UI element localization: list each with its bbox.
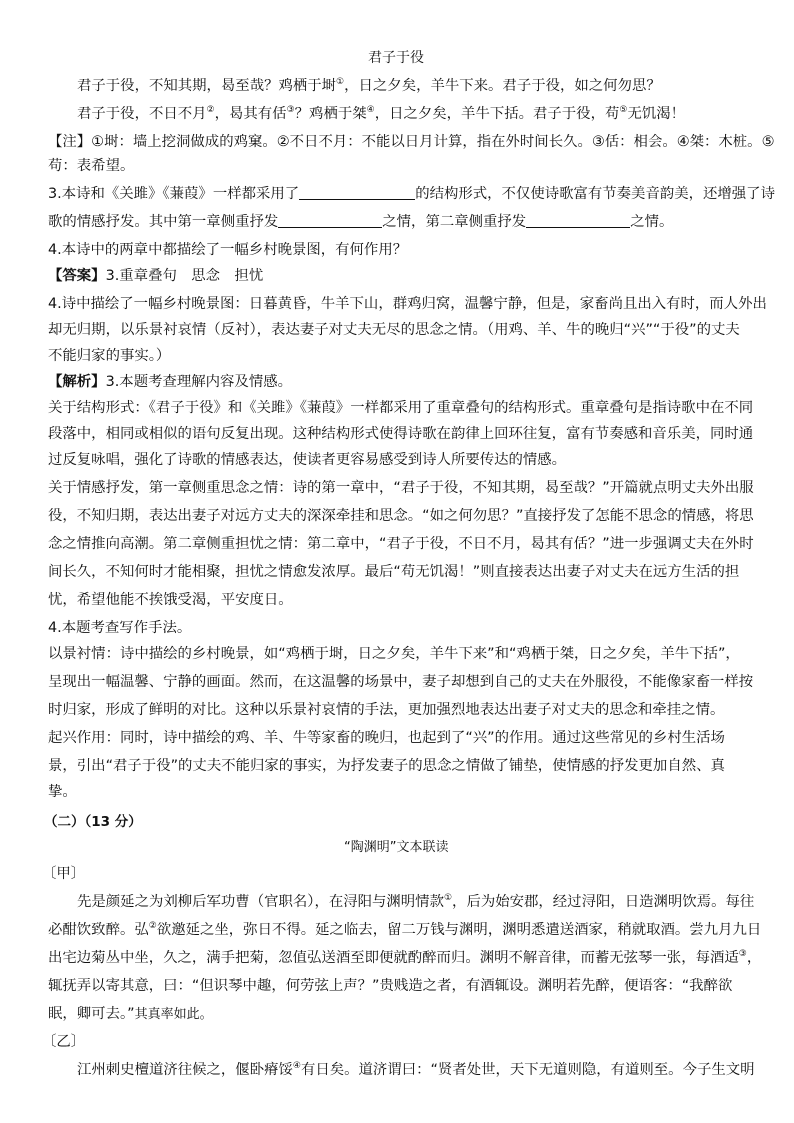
- answer-label: 【答案】: [48, 268, 106, 284]
- passage-line: [77, 892, 754, 912]
- analysis-line: 段落中，相同或相似的语句反复出现。这种结构形式使得诗歌在韵律上回环往复，富有节奏感和音乐美，同时通: [48, 426, 754, 442]
- footnote-mark: ①: [443, 893, 453, 903]
- analysis-line: 关于情感抒发，第一章侧重思念之情：诗的第一章中，“君子于役，不知其期，曷至哉？”开篇就点明丈夫外出服: [48, 480, 754, 496]
- poem-text: ，曷其有佸: [214, 106, 287, 122]
- question-text: 歌的情感抒发。其中第一章侧重抒发: [48, 214, 279, 230]
- passage-text: 欲邀延之坐，弥日不得。延之临去，留二万钱与渊明，渊明悉遣送酒家，稍就取酒。尝九月九日: [156, 922, 762, 938]
- answer-4-line-3: 不能归家的事实。）: [48, 348, 171, 364]
- analysis-line: 间长久，不知何时才能相聚，担忧之情愈发浓厚。最后“苟无饥渴！”则直接表达出妻子对丈夫在远方生活的担: [48, 564, 740, 580]
- analysis-line: 挚。: [48, 784, 77, 800]
- poem-text: ，日之夕矣，羊牛下来。君子于役，如之何勿思？: [344, 78, 661, 94]
- passage-jia-label: 〔甲〕: [42, 866, 86, 882]
- analysis-line: 关于结构形式：《君子于役》和《关雎》《蒹葭》一样都采用了重章叠句的结构形式。重章叠句是指诗歌中在不同: [48, 400, 754, 416]
- poem-text: 君子于役，不日不月: [77, 106, 207, 122]
- poem-text: ？鸡栖于桀: [294, 106, 367, 122]
- analysis-line: 忧，希望他能不挨饿受渴，平安度日。: [48, 592, 293, 608]
- analysis-line: 过反复咏唱，强化了诗歌的情感表达，使读者更容易感受到诗人所要传达的情感。: [48, 452, 567, 468]
- footnote-mark: ②: [148, 921, 157, 931]
- footnote-mark: ①: [336, 77, 345, 87]
- passage-text: 出宅边菊丛中坐，久之，满手把菊，忽值弘送酒至即便就酌醉而归。渊明不解音律，而蓄无弦琴一张，每酒适: [48, 950, 739, 966]
- analysis-line: 起兴作用：同时，诗中描绘的鸡、羊、牛等家畜的晚归，也起到了“兴”的作用。通过这些常见的乡村生活场: [48, 730, 725, 746]
- poem-stanza-1: [77, 76, 661, 96]
- analysis-label: 【解析】: [48, 374, 106, 390]
- passage-text: 有日矣。道济谓曰：“贤者处世，天下无道则隐，有道则至。今子生文明: [300, 1062, 755, 1078]
- footnote-mark: ③: [738, 949, 747, 959]
- question-4: 4.本诗中的两章中都描绘了一幅乡村晚景图，有何作用？: [48, 242, 408, 258]
- analysis-line: 呈现出一幅温馨、宁静的画面。然而，在这温馨的场景中，妻子却想到自己的丈夫在外服役，不能像家畜一样按: [48, 674, 754, 690]
- poem-title: 君子于役: [368, 50, 424, 66]
- question-3-line-2: [48, 212, 673, 232]
- passage-line: [77, 1060, 755, 1080]
- question-3-line-1: [48, 184, 775, 204]
- analysis-line: 念之情推向高潮。第二章侧重担忧之情：第二章中，“君子于役，不日不月，曷其有佸？”进一步强调丈夫在外时: [48, 536, 754, 552]
- passage-text: ，: [746, 950, 762, 966]
- section-heading: （二）（13 分）: [44, 814, 142, 830]
- passage-text: 眠，卿可去。”: [48, 1006, 135, 1022]
- answer-3: 3.重章叠句 思念 担忧: [105, 268, 264, 284]
- poem-text: ，日之夕矣，羊牛下括。君子于役，苟: [374, 106, 620, 122]
- question-text: 之情，第二章侧重抒发: [382, 214, 527, 230]
- footnote-mark: ③: [286, 105, 295, 115]
- poem-text: 无饥渴！: [627, 106, 686, 122]
- passage-line: [48, 948, 761, 968]
- passage-yi-label: 〔乙〕: [42, 1034, 86, 1050]
- answer-4-line-1: 4.诗中描绘了一幅乡村晚景图：日暮黄昏，牛羊下山，群鸡归窝，温馨宁静，但是，家畜尚且出入有时，而人外出: [48, 296, 767, 312]
- analysis-line: 4.本题考查写作手法。: [48, 620, 192, 636]
- answer-blank: [278, 213, 382, 228]
- footnote-mark: ④: [292, 1061, 301, 1071]
- notes-line-1: 【注】①埘：墙上挖洞做成的鸡窠。②不日不月：不能以日月计算，指在外时间长久。③佸：相会。④桀：木桩。⑤: [48, 134, 775, 150]
- answer-header: [48, 266, 263, 286]
- answer-4-line-2: 却无归期，以乐景衬哀情（反衬），表达妻子对丈夫无尽的思念之情。（用鸡、羊、牛的晚归“兴”“于役”的丈夫: [48, 322, 740, 338]
- poem-text: 君子于役，不知其期，曷至哉？鸡栖于埘: [77, 78, 337, 94]
- analysis-line: 以景衬情：诗中描绘的乡村晚景，如“鸡栖于埘，日之夕矣，羊牛下来”和“鸡栖于桀，日之夕矣，羊牛下括”，: [48, 646, 740, 662]
- notes-line-2: 苟：表希望。: [48, 158, 135, 174]
- analysis-line: 役，不知归期，表达出妻子对远方丈夫的深深牵挂和思念。“如之何勿思？”直接抒发了怎能不思念的情感，将思: [48, 508, 754, 524]
- passage-line: 辄抚弄以寄其意，曰：“但识琴中趣，何劳弦上声？”贵贱造之者，有酒辄设。渊明若先醉，便语客：“我醉欲: [48, 978, 733, 994]
- answer-blank: [299, 185, 415, 200]
- passage-line: [48, 920, 761, 940]
- poem-stanza-2: [77, 104, 685, 124]
- analysis-line: 景，引出“君子于役”的丈夫不能归家的事实，为抒发妻子的思念之情做了铺垫，使情感的抒发更加自然、真: [48, 758, 725, 774]
- footnote-mark: ⑤: [619, 105, 628, 115]
- passage-line: [48, 1004, 213, 1024]
- passage-text: 江州刺史檀道济往候之，偃卧瘠馁: [77, 1062, 293, 1078]
- question-text: 3.本诗和《关雎》《蒹葭》一样都采用了: [48, 186, 300, 202]
- footnote-mark: ④: [366, 105, 375, 115]
- passage-text: ，后为始安郡，经过浔阳，日造渊明饮焉。每往: [452, 894, 755, 910]
- passage-text: 先是颜延之为刘柳后军功曹（官职名），在浔阳与渊明情款: [77, 894, 444, 910]
- section-title: “陶渊明”文本联读: [344, 840, 449, 855]
- question-text: 之情。: [630, 214, 674, 230]
- passage-text: 必酣饮致醉。弘: [48, 922, 149, 938]
- question-text: 的结构形式，不仅使诗歌富有节奏美音韵美，还增强了诗: [415, 186, 775, 202]
- footnote-mark: ②: [206, 105, 215, 115]
- analysis-header: [48, 372, 292, 392]
- passage-text: 其真率如此。: [134, 1007, 213, 1022]
- answer-blank: [526, 213, 630, 228]
- analysis-text: 3.本题考查理解内容及情感。: [105, 374, 292, 390]
- analysis-line: 时归家，形成了鲜明的对比。这种以乐景衬哀情的手法，更加强烈地表达出妻子对丈夫的思念和牵挂之情。: [48, 702, 725, 718]
